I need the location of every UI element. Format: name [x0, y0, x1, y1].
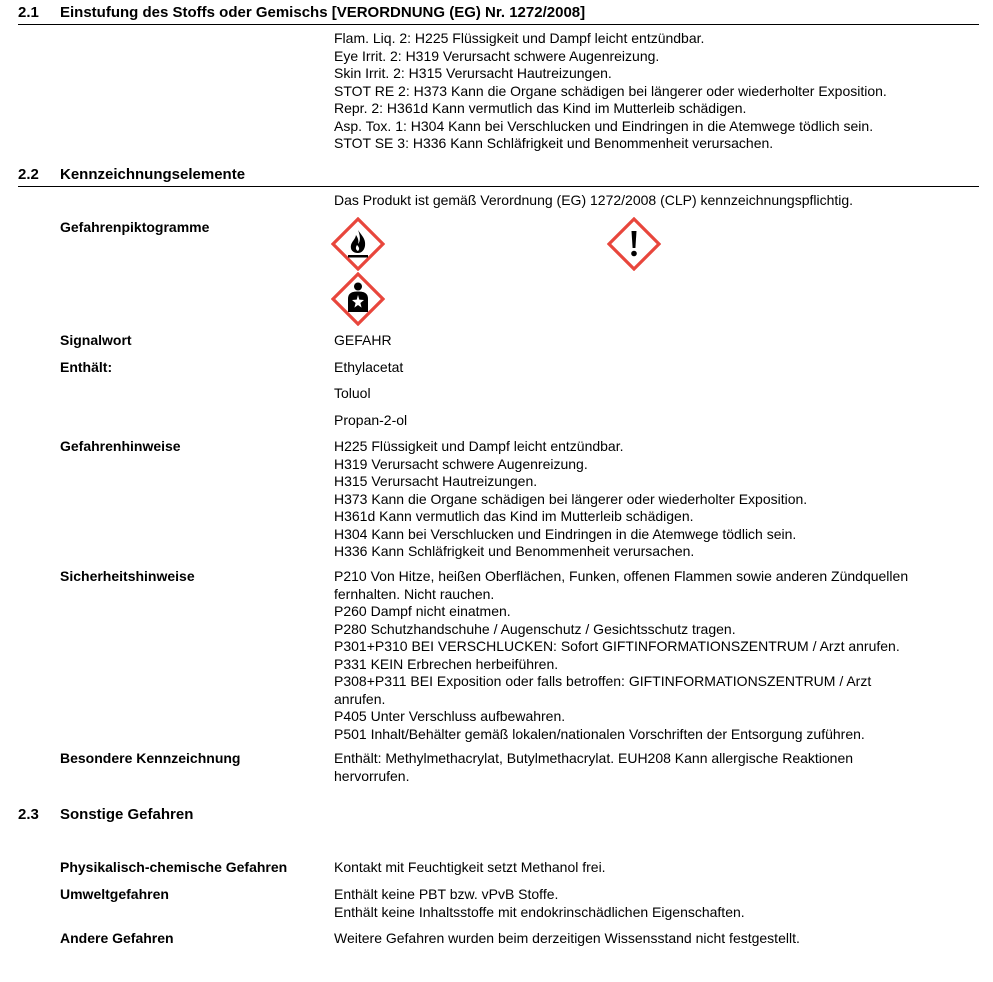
- flame-icon: [331, 217, 385, 271]
- labelling-intro: Das Produkt ist gemäß Verordnung (EG) 1272/2008 (CLP) kennzeichnungspflichtig.: [334, 192, 854, 208]
- precautionary-statement: P280 Schutzhandschuhe / Augenschutz / Gesichtsschutz tragen.: [334, 620, 736, 637]
- other-hazards-value: Weitere Gefahren wurden beim derzeitigen Wissensstand nicht festgestellt.: [334, 930, 800, 946]
- physicochemical-hazards-value: Kontakt mit Feuchtigkeit setzt Methanol frei.: [334, 859, 606, 875]
- hazard-statements-label: Gefahrenhinweise: [60, 438, 181, 454]
- precautionary-statement: P308+P311 BEI Exposition oder falls betroffen: GIFTINFORMATIONSZENTRUM / Arzt: [334, 673, 872, 689]
- section-number: 2.2: [18, 166, 39, 183]
- signal-word-value: GEFAHR: [334, 332, 392, 348]
- precautionary-statement: P405 Unter Verschluss aufbewahren.: [334, 708, 566, 724]
- classification-line: STOT RE 2: H373 Kann die Organe schädigen bei längerer oder wiederholter Exposition.: [334, 82, 887, 99]
- contains-item: Toluol: [334, 385, 371, 401]
- classification-line: Asp. Tox. 1: H304 Kann bei Verschlucken und Eindringen in die Atemwege tödlich sein.: [334, 117, 874, 134]
- precautionary-statement: P260 Dampf nicht einatmen.: [334, 603, 511, 619]
- hazard-statement: H304 Kann bei Verschlucken und Eindringen in die Atemwege tödlich sein.: [334, 525, 797, 542]
- special-labelling-label: Besondere Kennzeichnung: [60, 750, 241, 766]
- section-title: Kennzeichnungselemente: [60, 166, 246, 183]
- precautionary-statement: P210 Von Hitze, heißen Oberflächen, Funken, offenen Flammen sowie anderen Zündquellen: [334, 568, 909, 584]
- section-divider: [18, 186, 979, 187]
- section-2-1-header: [0, 3, 993, 25]
- hazard-statement: H315 Verursacht Hautreizungen.: [334, 473, 538, 489]
- classification-line: STOT SE 3: H336 Kann Schläfrigkeit und Benommenheit verursachen.: [334, 135, 774, 151]
- environmental-hazards-label: Umweltgefahren: [60, 886, 169, 902]
- hazard-statement: H361d Kann vermutlich das Kind im Mutterleib schädigen.: [334, 508, 694, 524]
- classification-line: Eye Irrit. 2: H319 Verursacht schwere Augenreizung.: [334, 47, 660, 64]
- precautionary-statement: P301+P310 BEI VERSCHLUCKEN: Sofort GIFTINFORMATIONSZENTRUM / Arzt anrufen.: [334, 638, 900, 654]
- exclamation-mark-icon: [607, 217, 661, 271]
- health-hazard-icon: [331, 272, 385, 326]
- special-labelling-line: Enthält: Methylmethacrylat, Butylmethacrylat. EUH208 Kann allergische Reaktionen: [334, 750, 854, 766]
- contains-label: Enthält:: [60, 359, 113, 375]
- section-number: 2.1: [18, 4, 39, 21]
- precautionary-statement: P331 KEIN Erbrechen herbeiführen.: [334, 655, 559, 672]
- section-number: 2.3: [18, 806, 39, 823]
- hazard-statement: H319 Verursacht schwere Augenreizung.: [334, 455, 588, 472]
- section-2-3-header: [0, 805, 993, 827]
- section-2-2-header: [0, 165, 993, 187]
- classification-list: [334, 30, 964, 153]
- precautionary-statement: fernhalten. Nicht rauchen.: [334, 585, 495, 602]
- other-hazards-label: Andere Gefahren: [60, 930, 174, 946]
- hazard-statement: H373 Kann die Organe schädigen bei längerer oder wiederholter Exposition.: [334, 490, 808, 507]
- signal-word-label: Signalwort: [60, 332, 132, 348]
- special-labelling-line: hervorrufen.: [334, 767, 410, 784]
- precautionary-statement: P501 Inhalt/Behälter gemäß lokalen/nationalen Vorschriften der Entsorgung zuführen.: [334, 725, 865, 742]
- precautionary-statements-list: [334, 568, 964, 743]
- hazard-statement: H336 Kann Schläfrigkeit und Benommenheit verursachen.: [334, 543, 695, 559]
- environmental-hazards-line: Enthält keine Inhaltsstoffe mit endokrinschädlichen Eigenschaften.: [334, 903, 745, 920]
- contains-item: Ethylacetat: [334, 359, 404, 375]
- environmental-hazards-text: [334, 886, 964, 921]
- physicochemical-hazards-label: Physikalisch-chemische Gefahren: [60, 859, 288, 875]
- contains-item: Propan-2-ol: [334, 412, 408, 428]
- environmental-hazards-line: Enthält keine PBT bzw. vPvB Stoffe.: [334, 886, 559, 902]
- classification-line: Skin Irrit. 2: H315 Verursacht Hautreizungen.: [334, 65, 612, 81]
- precautionary-statement: anrufen.: [334, 690, 386, 707]
- section-title: Sonstige Gefahren: [60, 806, 194, 823]
- section-divider: [18, 24, 979, 25]
- special-labelling-text: [334, 750, 964, 785]
- section-title: Einstufung des Stoffs oder Gemischs [VERORDNUNG (EG) Nr. 1272/2008]: [60, 4, 586, 21]
- classification-line: Flam. Liq. 2: H225 Flüssigkeit und Dampf leicht entzündbar.: [334, 30, 705, 46]
- classification-line: Repr. 2: H361d Kann vermutlich das Kind im Mutterleib schädigen.: [334, 100, 747, 116]
- hazard-statements-list: [334, 438, 964, 561]
- hazard-statement: H225 Flüssigkeit und Dampf leicht entzündbar.: [334, 438, 624, 454]
- pictograms-label: Gefahrenpiktogramme: [60, 219, 210, 235]
- precautionary-statements-label: Sicherheitshinweise: [60, 568, 195, 584]
